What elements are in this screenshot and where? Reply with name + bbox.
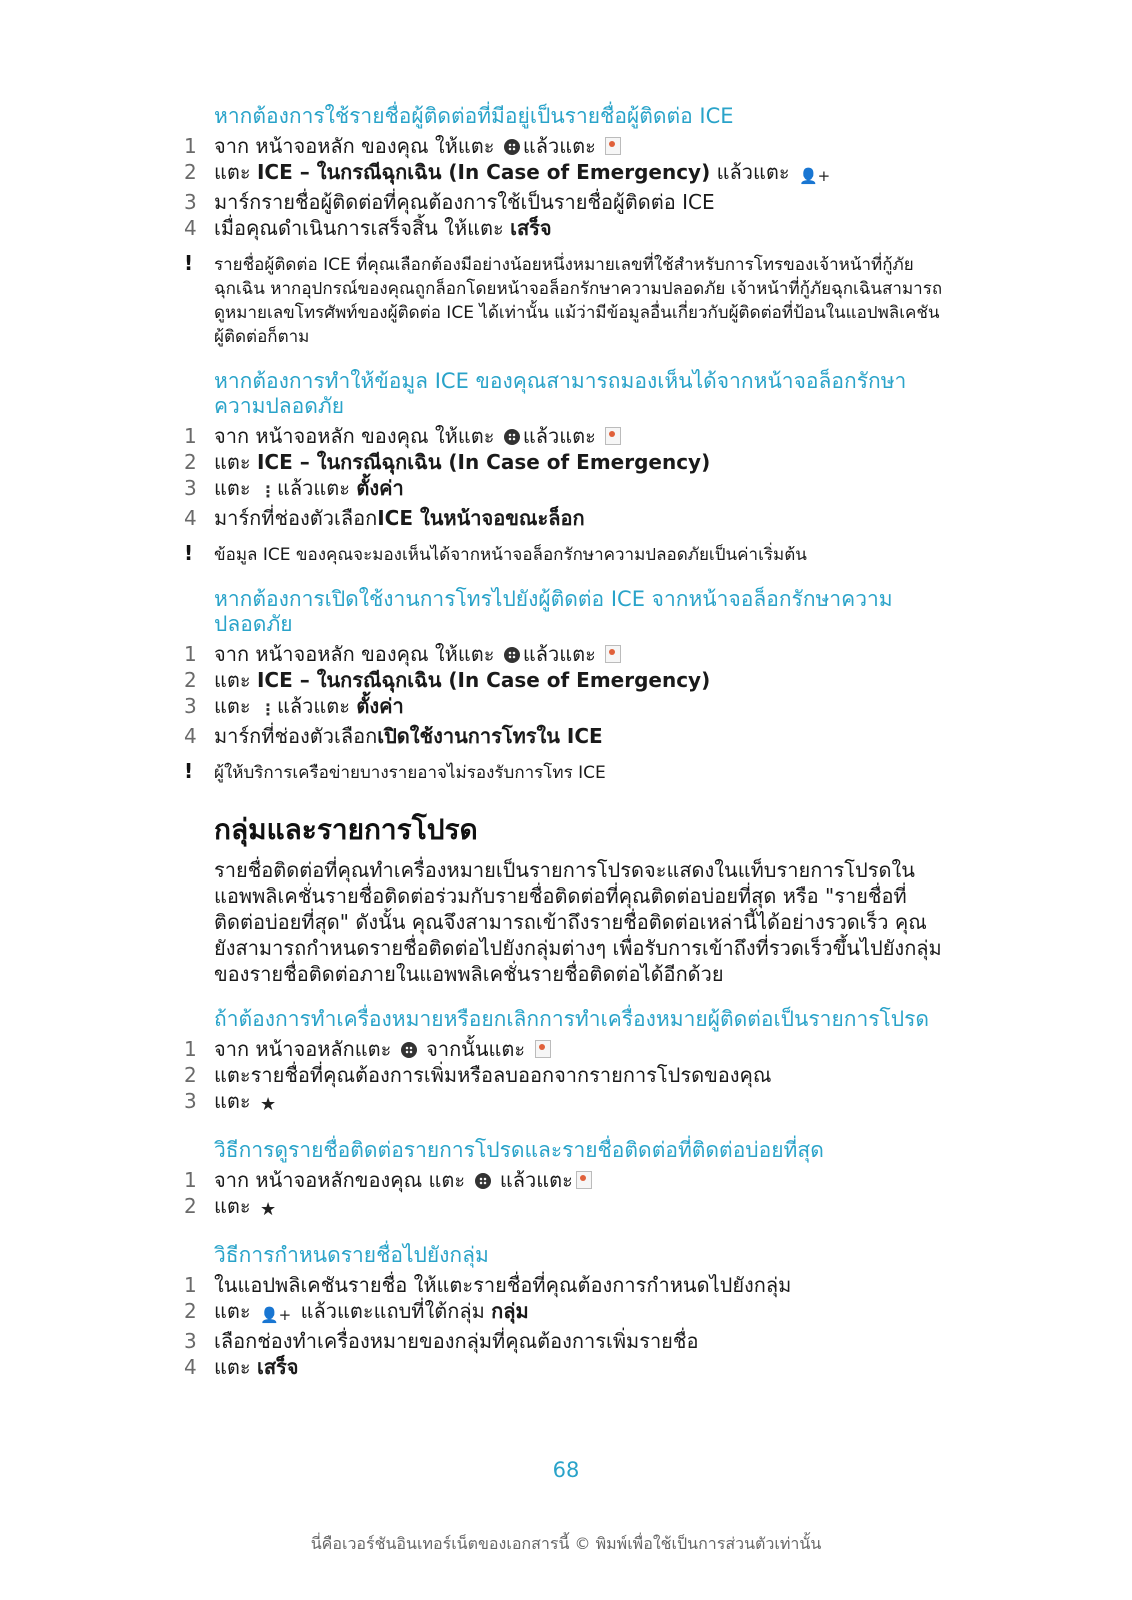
- contacts-icon: [605, 427, 621, 445]
- star-icon: ★: [259, 1199, 277, 1220]
- step-number: 3: [184, 476, 197, 500]
- step-list: [184, 133, 944, 241]
- step: [184, 723, 944, 749]
- footer-text: นี่คือเวอร์ชันอินเทอร์เน็ตของเอกสารนี้ © พิมพ์เพื่อใช้เป็นการส่วนตัวเท่านั้น: [310, 1534, 822, 1553]
- section-heading: วิธีการดูรายชื่อติดต่อรายการโปรดและรายชื่อติดต่อที่ติดต่อบ่อยที่สุด: [214, 1138, 824, 1162]
- step-bold: ตั้งค่า: [356, 694, 404, 718]
- step: [184, 1036, 944, 1062]
- step-text: แตะรายชื่อที่คุณต้องการเพิ่มหรือลบออกจากรายการโปรดของคุณ: [214, 1063, 772, 1087]
- apps-icon: [475, 1173, 491, 1189]
- step-text: จาก หน้าจอหลัก ของคุณ ให้แตะ: [214, 424, 495, 448]
- step-number: 3: [184, 1329, 197, 1353]
- step-number: 4: [184, 506, 197, 530]
- step-bold: ICE – ในกรณีฉุกเฉิน (In Case of Emergency): [256, 668, 711, 692]
- step-text: แตะ: [214, 160, 251, 184]
- step: [184, 1272, 944, 1298]
- step-bold: กลุ่ม: [491, 1299, 529, 1323]
- step: [184, 423, 944, 449]
- step-bold: เสร็จ: [256, 1355, 299, 1379]
- step-text: มาร์กที่ช่องตัวเลือก: [214, 724, 378, 748]
- step: [184, 215, 944, 241]
- step-text: แตะ: [214, 1299, 251, 1323]
- step: [184, 641, 944, 667]
- step-bold: ICE – ในกรณีฉุกเฉิน (In Case of Emergency): [256, 160, 711, 184]
- step-list: [184, 1036, 944, 1118]
- step-bold: ICE – ในกรณีฉุกเฉิน (In Case of Emergency): [256, 450, 711, 474]
- section-heading: หากต้องการเปิดใช้งานการโทรไปยังผู้ติดต่อ ICE จากหน้าจอล็อกรักษาความปลอดภัย: [214, 587, 893, 636]
- step-text: แตะ: [214, 694, 251, 718]
- section-heading: หากต้องการใช้รายชื่อผู้ติดต่อที่มีอยู่เป็นรายชื่อผู้ติดต่อ ICE: [214, 104, 734, 128]
- add-contact-icon: 👤+: [259, 1306, 292, 1324]
- step-number: 2: [184, 450, 197, 474]
- step-text: จากนั้นแตะ: [426, 1037, 526, 1061]
- step-number: 2: [184, 668, 197, 692]
- step-text: เมื่อคุณดำเนินการเสร็จสิ้น ให้แตะ: [214, 216, 504, 240]
- step: [184, 505, 944, 531]
- note: [184, 543, 944, 567]
- step: [184, 693, 944, 723]
- step: [184, 1328, 944, 1354]
- step-number: 2: [184, 1194, 197, 1218]
- step-number: 2: [184, 160, 197, 184]
- step-text: มาร์กที่ช่องตัวเลือก: [214, 506, 378, 530]
- warning-icon: !: [184, 251, 194, 275]
- step-number: 4: [184, 1355, 197, 1379]
- step-number: 3: [184, 190, 197, 214]
- step: [184, 189, 944, 215]
- contacts-icon: [605, 137, 621, 155]
- step-text: มาร์กรายชื่อผู้ติดต่อที่คุณต้องการใช้เป็นรายชื่อผู้ติดต่อ ICE: [214, 190, 715, 214]
- contacts-icon: [605, 645, 621, 663]
- step-bold: เปิดใช้งานการโทรใน ICE: [377, 724, 603, 748]
- menu-icon: ⋮: [259, 700, 274, 719]
- step-text: แล้วแตะ: [276, 694, 350, 718]
- step-text: ในแอปพลิเคชันรายชื่อ ให้แตะรายชื่อที่คุณต้องการกำหนดไปยังกลุ่ม: [214, 1273, 792, 1297]
- step-number: 1: [184, 134, 197, 158]
- contacts-icon: [576, 1171, 592, 1189]
- step-text: แล้วแตะ: [276, 476, 350, 500]
- contacts-icon: [535, 1040, 551, 1058]
- step: [184, 475, 944, 505]
- step-number: 1: [184, 642, 197, 666]
- step-number: 2: [184, 1299, 197, 1323]
- step-text: แตะ: [214, 476, 251, 500]
- step-number: 4: [184, 724, 197, 748]
- apps-icon: [401, 1042, 417, 1058]
- step: [184, 667, 944, 693]
- paragraph: รายชื่อติดต่อที่คุณทำเครื่องหมายเป็นรายการโปรดจะแสดงในแท็บรายการโปรดในแอพพลิเคชั่นรายชื่อติดต่อร่วมกับรายชื่อติดต่อที่คุณติดต่อบ่อยที่สุด หรือ "รายชื่อที่ติดต่อบ่อยที่สุด" ดังนั้น คุณจึงสามารถเข้าถึงรายชื่อติดต่อเหล่านี้ได้อย่างรวดเร็ว คุณยังสามารถกำหนดรายชื่อติดต่อไปยังกลุ่มต่างๆ เพื่อรับการเข้าถึงที่รวดเร็วขึ้นไปยังกลุ่มของรายชื่อติดต่อภายในแอพพลิเคชั่นรายชื่อติดต่อได้อีกด้วย: [214, 858, 942, 986]
- add-contact-icon: 👤+: [798, 167, 831, 185]
- apps-icon: [504, 647, 520, 663]
- step-number: 1: [184, 1273, 197, 1297]
- apps-icon: [504, 139, 520, 155]
- note: [184, 253, 944, 349]
- warning-icon: !: [184, 541, 194, 565]
- step-text: จาก หน้าจอหลักแตะ: [214, 1037, 392, 1061]
- step: [184, 1088, 944, 1118]
- step: [184, 1167, 944, 1193]
- section-heading: ถ้าต้องการทำเครื่องหมายหรือยกเลิกการทำเครื่องหมายผู้ติดต่อเป็นรายการโปรด: [214, 1007, 930, 1031]
- step-text: แล้วแตะ: [522, 424, 596, 448]
- step-text: แตะ: [214, 1089, 251, 1113]
- step: [184, 1193, 944, 1223]
- step: [184, 159, 944, 189]
- step-number: 4: [184, 216, 197, 240]
- menu-icon: ⋮: [259, 482, 274, 501]
- step-number: 2: [184, 1063, 197, 1087]
- section-heading: หากต้องการทำให้ข้อมูล ICE ของคุณสามารถมองเห็นได้จากหน้าจอล็อกรักษาความปลอดภัย: [214, 369, 907, 418]
- note: [184, 761, 944, 785]
- note-text: ข้อมูล ICE ของคุณจะมองเห็นได้จากหน้าจอล็อกรักษาความปลอดภัยเป็นค่าเริ่มต้น: [214, 545, 807, 565]
- step-bold: เสร็จ: [510, 216, 552, 240]
- step: [184, 1298, 944, 1328]
- page-number: 68: [552, 1458, 580, 1482]
- step-number: 1: [184, 1168, 197, 1192]
- star-icon: ★: [259, 1094, 277, 1115]
- step-list: [184, 641, 944, 749]
- step-text: แล้วแตะ: [522, 642, 596, 666]
- step-text: จาก หน้าจอหลัก ของคุณ ให้แตะ: [214, 642, 495, 666]
- step-text: เลือกช่องทำเครื่องหมายของกลุ่มที่คุณต้องการเพิ่มรายชื่อ: [214, 1329, 699, 1353]
- step-text: แล้วแตะ: [716, 160, 790, 184]
- step-text: แตะ: [214, 1355, 251, 1379]
- step-text: แล้วแตะแถบที่ใต้กลุ่ม: [300, 1299, 485, 1323]
- step: [184, 449, 944, 475]
- step-text: แล้วแตะ: [522, 134, 596, 158]
- step: [184, 1354, 944, 1380]
- section-title: กลุ่มและรายการโปรด: [214, 813, 478, 846]
- step-bold: ตั้งค่า: [356, 476, 404, 500]
- step-number: 3: [184, 1089, 197, 1113]
- content: [184, 104, 944, 1380]
- step-text: แตะ: [214, 668, 251, 692]
- step-text: แตะ: [214, 450, 251, 474]
- section-heading: วิธีการกำหนดรายชื่อไปยังกลุ่ม: [214, 1243, 489, 1267]
- step-number: 1: [184, 424, 197, 448]
- step-bold: ICE ในหน้าจอขณะล็อก: [377, 506, 585, 530]
- step-text: แล้วแตะ: [499, 1168, 573, 1192]
- step-text: จาก หน้าจอหลัก ของคุณ ให้แตะ: [214, 134, 495, 158]
- step-number: 3: [184, 694, 197, 718]
- apps-icon: [504, 429, 520, 445]
- step: [184, 133, 944, 159]
- step-list: [184, 1167, 944, 1223]
- note-text: รายชื่อผู้ติดต่อ ICE ที่คุณเลือกต้องมีอย่างน้อยหนึ่งหมายเลขที่ใช้สำหรับการโทรของเจ้าหน้าที่กู้ภัยฉุกเฉิน หากอุปกรณ์ของคุณถูกล็อกโดยหน้าจอล็อกรักษาความปลอดภัย เจ้าหน้าที่กู้ภัยฉุกเฉินสามารถดูหมายเลขโทรศัพท์ของผู้ติดต่อ ICE ได้เท่านั้น แม้ว่ามีข้อมูลอื่นเกี่ยวกับผู้ติดต่อที่ป้อนในแอปพลิเคชันผู้ติดต่อก็ตาม: [214, 255, 943, 347]
- step-text: จาก หน้าจอหลักของคุณ แตะ: [214, 1168, 466, 1192]
- step-number: 1: [184, 1037, 197, 1061]
- step-list: [184, 1272, 944, 1380]
- step-text: แตะ: [214, 1194, 251, 1218]
- warning-icon: !: [184, 759, 194, 783]
- step: [184, 1062, 944, 1088]
- note-text: ผู้ให้บริการเครือข่ายบางรายอาจไม่รองรับการโทร ICE: [214, 763, 606, 783]
- step-list: [184, 423, 944, 531]
